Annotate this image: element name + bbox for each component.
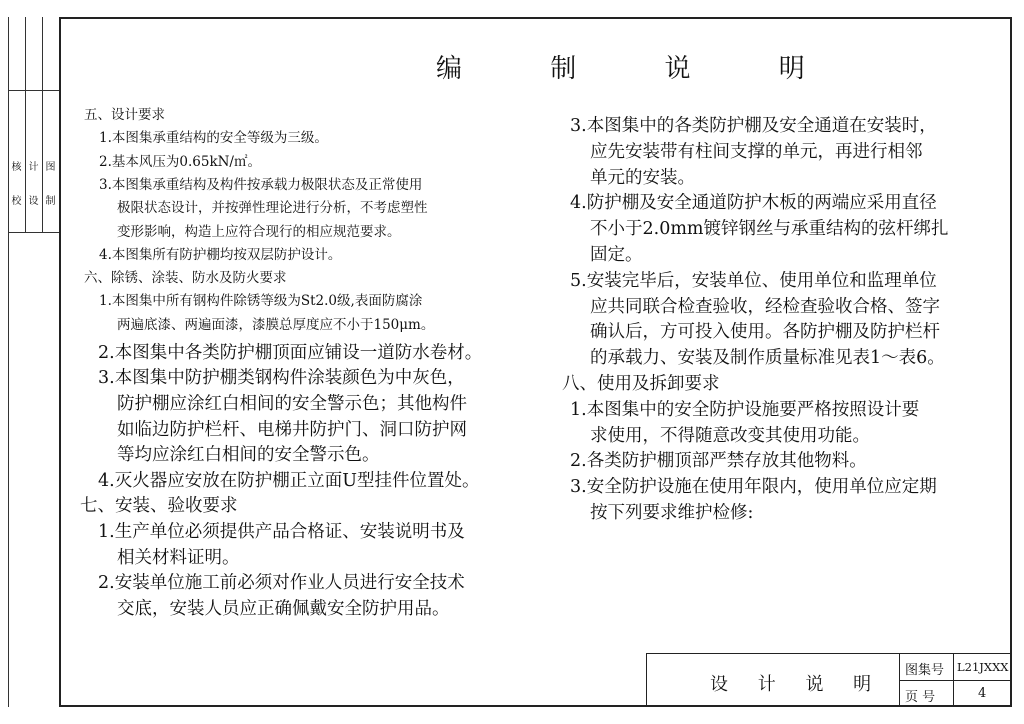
list-item: 2.安装单位施工前必须对作业人员进行安全技术 — [98, 573, 465, 594]
section-heading: 五、设计要求 — [84, 107, 165, 123]
list-item: 5.安装完毕后，安装单位、使用单位和监理单位 — [570, 270, 937, 291]
list-item: 固定。 — [590, 245, 643, 265]
section-heading: 八、使用及拆卸要求 — [562, 374, 720, 394]
list-item: 2.基本风压为0.65kN/㎡。 — [99, 153, 261, 170]
strip-divider — [8, 232, 59, 233]
list-item: 如临边防护栏杆、电梯井防护门、洞口防护网 — [117, 419, 467, 440]
list-item: 两遍底漆、两遍面漆，漆膜总厚度应不小于150μm。 — [117, 316, 435, 333]
margin-strip — [8, 17, 60, 707]
page-number-value: 4 — [978, 686, 987, 701]
list-item: 交底，安装人员应正确佩戴安全防护用品。 — [117, 598, 450, 619]
list-item: 确认后，方可投入使用。各防护棚及防护栏杆 — [590, 322, 940, 343]
list-item: 防护棚应涂红白相间的安全警示色；其他构件 — [117, 393, 467, 414]
list-item: 变形影响，构造上应符合现行的相应规范要求。 — [117, 223, 401, 240]
atlas-number-label: 图集号 — [905, 663, 945, 678]
page-title: 编 制 说 明 — [436, 54, 845, 84]
list-item: 单元的安装。 — [590, 167, 695, 188]
sign-label-proof: 校 — [11, 196, 22, 207]
list-item: 不小于2.0mm镀锌钢丝与承重结构的弦杆绑扎 — [590, 219, 949, 240]
list-item: 1.生产单位必须提供产品合格证、安装说明书及 — [98, 521, 465, 542]
list-item: 极限状态设计，并按弹性理论进行分析，不考虑塑性 — [117, 200, 428, 217]
list-item: 按下列要求维护检修: — [590, 503, 754, 523]
sign-label-design: 设 — [28, 196, 39, 207]
list-item: 4.本图集所有防护棚均按双层防护设计。 — [99, 246, 342, 263]
sign-label-check: 核 — [11, 162, 22, 173]
list-item: 2.本图集中各类防护棚顶面应铺设一道防水卷材。 — [98, 342, 483, 363]
list-item: 1.本图集承重结构的安全等级为三级。 — [99, 130, 328, 147]
section-heading: 七、安装、验收要求 — [80, 496, 238, 517]
strip-divider — [8, 90, 59, 91]
page-number-label: 页 号 — [905, 690, 936, 705]
list-item: 等均应涂红白相间的安全警示色。 — [117, 445, 380, 466]
list-item: 1.本图集中的安全防护设施要严格按照设计要 — [570, 399, 920, 420]
list-item: 的承载力、安装及制作质量标准见表1～表6。 — [590, 348, 945, 369]
list-item: 1.本图集中所有钢构件除锈等级为St2.0级,表面防腐涂 — [99, 293, 423, 310]
sign-label-design-top: 计 — [28, 162, 39, 173]
list-item: 2.各类防护棚顶部严禁存放其他物料。 — [570, 451, 867, 472]
list-item: 3.本图集承重结构及构件按承载力极限状态及正常使用 — [99, 176, 423, 193]
title-block-name: 设 计 说 明 — [710, 674, 884, 695]
sign-label-draft: 制 — [45, 196, 56, 207]
list-item: 求使用，不得随意改变其使用功能。 — [590, 425, 870, 446]
list-item: 应先安装带有柱间支撑的单元，再进行相邻 — [590, 141, 923, 162]
list-item: 3.本图集中防护棚类钢构件涂装颜色为中灰色， — [98, 368, 465, 389]
section-heading: 六、除锈、涂装、防水及防火要求 — [84, 270, 287, 287]
list-item: 4.灭火器应安放在防护棚正立面U型挂件位置处。 — [98, 470, 480, 491]
title-block-divider — [899, 680, 1012, 681]
list-item: 3.安全防护设施在使用年限内，使用单位应定期 — [570, 477, 937, 498]
sign-label-drawing: 图 — [45, 162, 56, 173]
list-item: 4.防护棚及安全通道防护木板的两端应采用直径 — [570, 193, 937, 214]
list-item: 3.本图集中的各类防护棚及安全通道在安装时， — [570, 116, 937, 136]
atlas-number-value: L21JXXX — [957, 660, 1009, 674]
list-item: 相关材料证明。 — [117, 547, 240, 568]
list-item: 应共同联合检查验收，经检查验收合格、签字 — [590, 296, 940, 317]
